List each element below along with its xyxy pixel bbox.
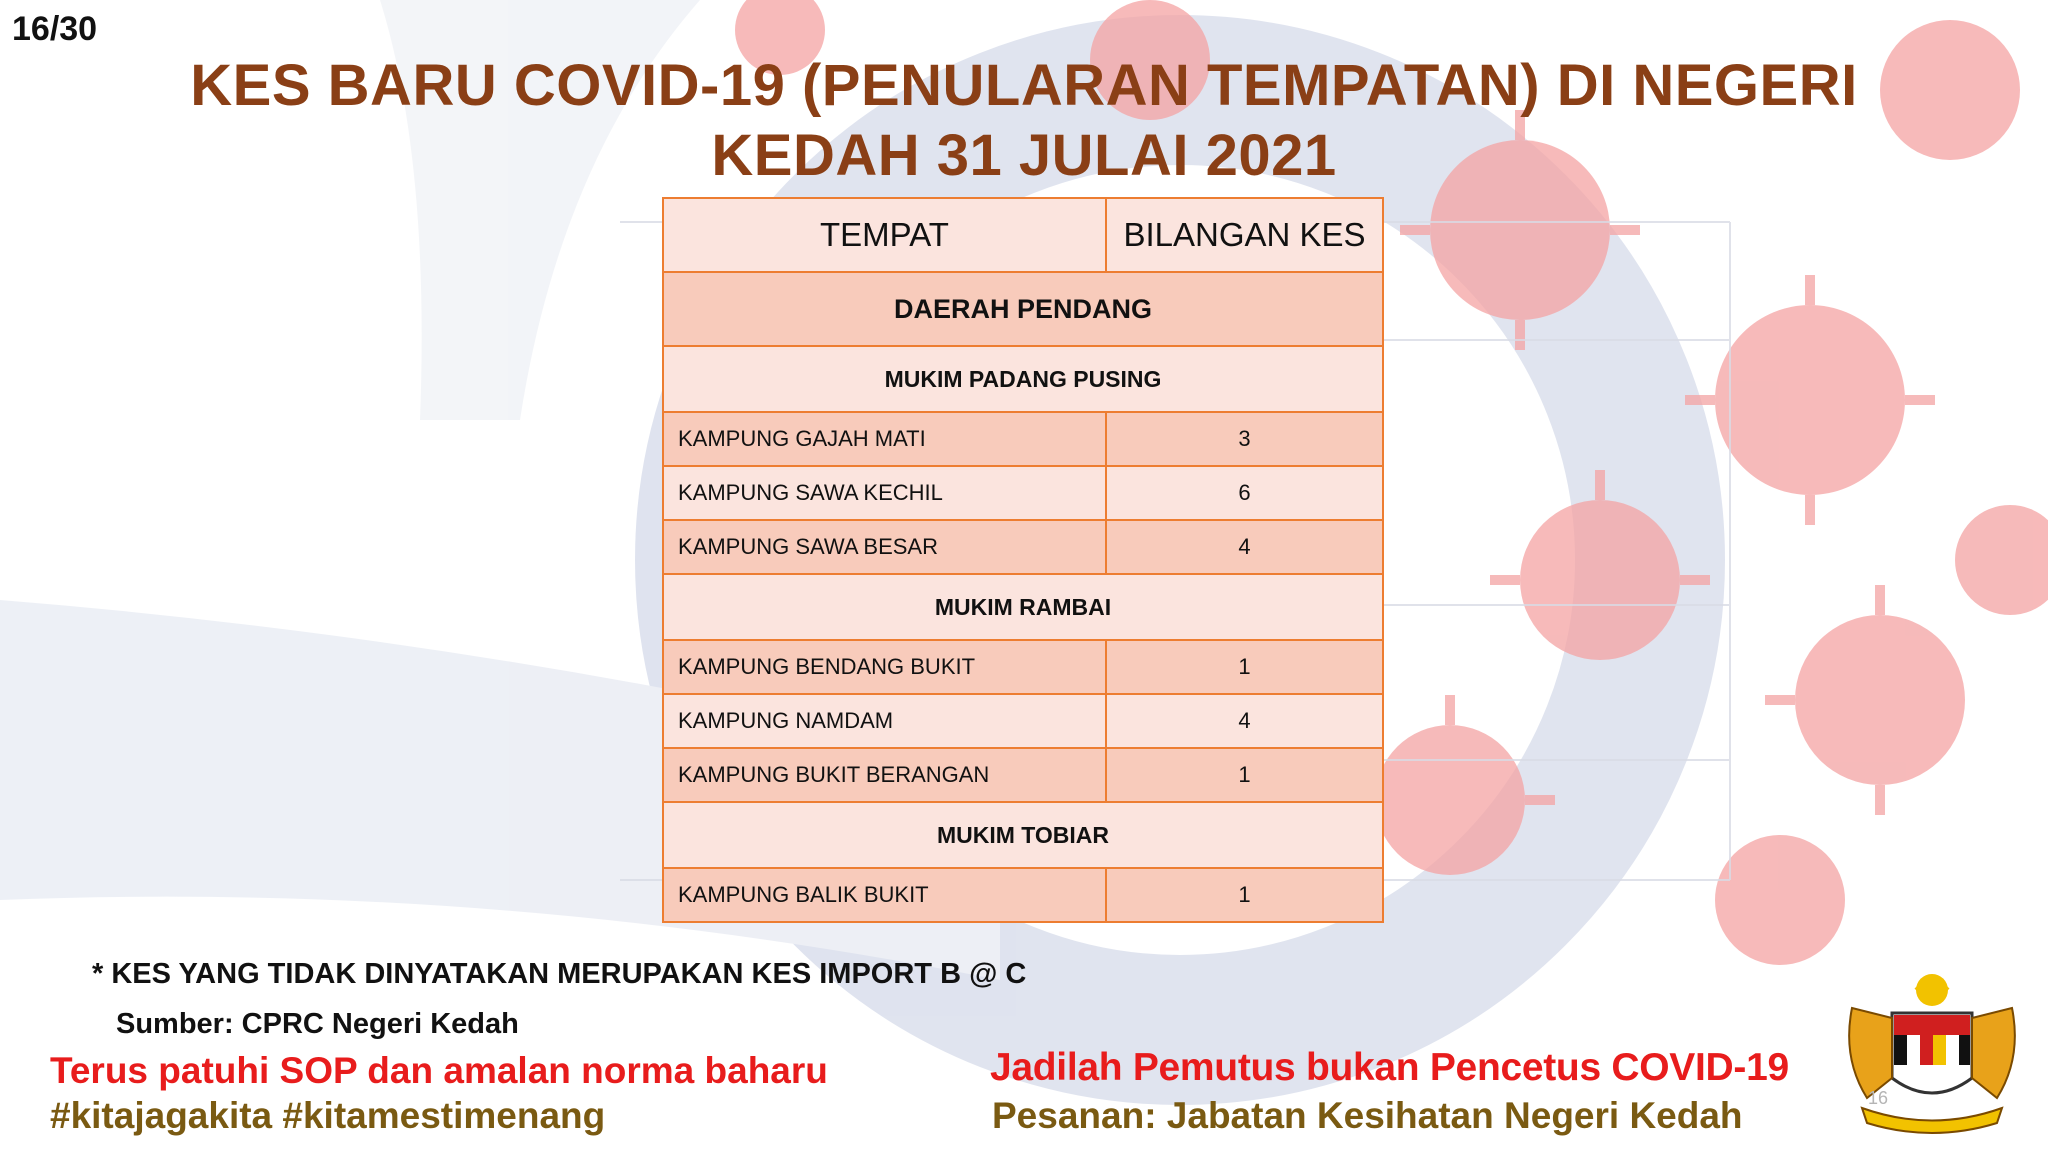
cases-cell: 1: [1106, 868, 1383, 922]
cases-cell: 6: [1106, 466, 1383, 520]
place-cell: KAMPUNG SAWA KECHIL: [663, 466, 1106, 520]
message-source: Pesanan: Jabatan Kesihatan Negeri Kedah: [992, 1095, 1743, 1136]
table-row: [663, 640, 1383, 694]
table-row: [663, 412, 1383, 466]
cases-cell: 4: [1106, 694, 1383, 748]
page-title-line-2: KEDAH 31 JULAI 2021: [711, 123, 1337, 188]
mukim-label: MUKIM PADANG PUSING: [663, 346, 1383, 412]
table-row: [663, 520, 1383, 574]
cases-cell: 4: [1106, 520, 1383, 574]
place-cell: KAMPUNG BALIK BUKIT: [663, 868, 1106, 922]
table-row: [663, 694, 1383, 748]
place-cell: KAMPUNG GAJAH MATI: [663, 412, 1106, 466]
mukim-row: [663, 346, 1383, 412]
mukim-row: [663, 574, 1383, 640]
page-number: 16/30: [12, 10, 98, 48]
slide-small-number: 16: [1868, 1088, 1889, 1108]
cases-cell: 1: [1106, 748, 1383, 802]
district-label: DAERAH PENDANG: [663, 272, 1383, 346]
place-cell: KAMPUNG BUKIT BERANGAN: [663, 748, 1106, 802]
place-cell: KAMPUNG NAMDAM: [663, 694, 1106, 748]
table-row: [663, 748, 1383, 802]
table-row: [663, 466, 1383, 520]
table-row: [663, 868, 1383, 922]
hashtags: #kitajagakita #kitamestimenang: [50, 1095, 606, 1136]
page-title-line-1: KES BARU COVID-19 (PENULARAN TEMPATAN) DI NEGERI: [190, 53, 1858, 118]
place-cell: KAMPUNG BENDANG BUKIT: [663, 640, 1106, 694]
mukim-label: MUKIM TOBIAR: [663, 802, 1383, 868]
column-header-tempat: TEMPAT: [663, 198, 1106, 272]
slogan: Jadilah Pemutus bukan Pencetus COVID-19: [990, 1046, 1789, 1089]
table-header-row: [663, 198, 1383, 272]
malaysia-coat-of-arms-icon: [1832, 968, 2032, 1136]
column-header-bilangan-kes: BILANGAN KES: [1106, 198, 1383, 272]
cases-cell: 1: [1106, 640, 1383, 694]
place-cell: KAMPUNG SAWA BESAR: [663, 520, 1106, 574]
sop-reminder: Terus patuhi SOP dan amalan norma baharu: [50, 1050, 828, 1091]
import-note: * KES YANG TIDAK DINYATAKAN MERUPAKAN KES IMPORT B @ C: [92, 958, 1027, 990]
mukim-label: MUKIM RAMBAI: [663, 574, 1383, 640]
source-text: Sumber: CPRC Negeri Kedah: [116, 1008, 519, 1040]
district-row: [663, 272, 1383, 346]
cases-table: [662, 197, 1384, 923]
mukim-row: [663, 802, 1383, 868]
cases-cell: 3: [1106, 412, 1383, 466]
